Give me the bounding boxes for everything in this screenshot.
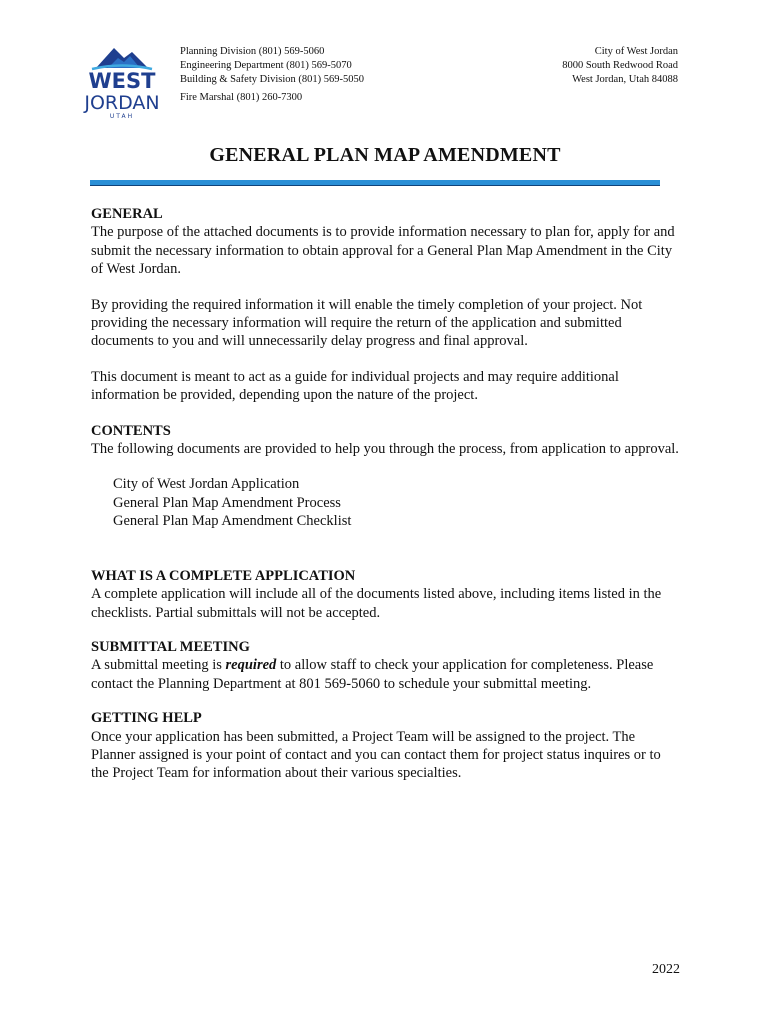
contents-list — [113, 475, 681, 530]
logo-word-utah: UTAH — [109, 113, 135, 120]
logo-word-jordan: JORDAN — [84, 92, 160, 114]
list-item: City of West Jordan Application — [113, 476, 300, 493]
west-jordan-logo — [74, 44, 170, 120]
title-divider — [90, 180, 660, 186]
document-body — [91, 205, 681, 783]
city-state-zip: West Jordan, Utah 84088 — [572, 74, 678, 85]
submittal-meeting-heading: SUBMITTAL MEETING — [91, 638, 250, 655]
general-paragraph-3: This document is meant to act as a guide for individual projects and may require additional information be provided, depending upon the nature of the project. — [91, 368, 619, 404]
getting-help-text: Once your application has been submitted, a Project Team will be assigned to the project. The Planner assigned is your point of contact and you can contact them for project status inquires or to the Project Team for information about their various specialties. — [91, 728, 661, 782]
contents-intro: The following documents are provided to help you through the process, from application to approval. — [91, 441, 679, 458]
document-year: 2022 — [652, 962, 680, 977]
general-heading: GENERAL — [91, 206, 163, 222]
submittal-meeting-text: A submittal meeting is required to allow staff to check your application for completeness. Please contact the Planning Department at 801 569-5060 to schedule your submittal meeting. — [91, 657, 654, 692]
contents-heading: CONTENTS — [91, 422, 171, 439]
logo-word-west: WEST — [88, 69, 156, 93]
engineering-department-phone: Engineering Department (801) 569-5070 — [180, 60, 352, 71]
department-contacts — [180, 45, 364, 105]
required-emphasis: required — [225, 657, 277, 674]
city-name: City of West Jordan — [594, 46, 678, 57]
document-title: GENERAL PLAN MAP AMENDMENT — [209, 144, 561, 166]
complete-application-text: A complete application will include all of the documents listed above, including items listed in the checklists. Partial submittals will not be accepted. — [91, 586, 662, 621]
general-paragraph-1: The purpose of the attached documents is to provide information necessary to plan for, apply for and submit the necessary information to obtain approval for a General Plan Map Amendment in the City of West Jordan. — [91, 224, 675, 278]
fire-marshal-phone: Fire Marshal (801) 260-7300 — [180, 92, 303, 103]
complete-application-heading: WHAT IS A COMPLETE APPLICATION — [91, 567, 356, 584]
getting-help-heading: GETTING HELP — [91, 710, 202, 727]
list-item: General Plan Map Amendment Process — [113, 494, 341, 511]
city-address — [562, 45, 678, 87]
mountain-logo-icon — [74, 44, 170, 120]
general-paragraph-2: By providing the required information it will enable the timely completion of your project. Not providing the necessary information will require the return of the application and submitted documents to you and will unnecessarily delay progress and final approval. — [91, 296, 643, 350]
planning-division-phone: Planning Division (801) 569-5060 — [180, 46, 325, 57]
list-item: General Plan Map Amendment Checklist — [113, 513, 352, 530]
building-safety-phone: Building & Safety Division (801) 569-5050 — [180, 74, 365, 85]
street-address: 8000 South Redwood Road — [562, 60, 678, 71]
